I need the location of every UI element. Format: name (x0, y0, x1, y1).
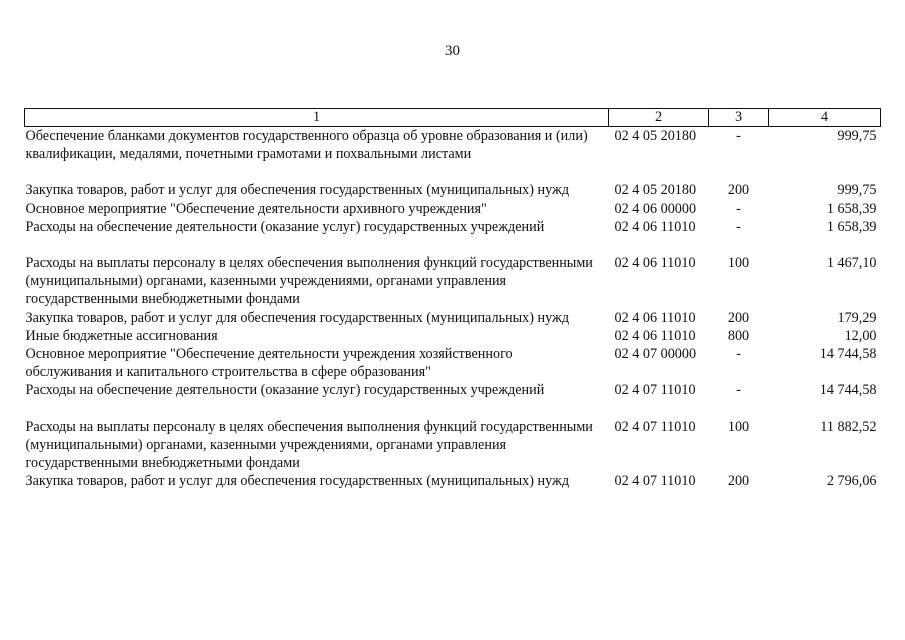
row-name: Закупка товаров, работ и услуг для обеспечения государственных (муниципальных) нужд (25, 473, 570, 490)
row-expense-type: 100 (727, 418, 750, 435)
row-expense-type: - (736, 382, 741, 399)
row-amount: 2 796,06 (826, 473, 877, 490)
row-name: Основное мероприятие "Обеспечение деятельности архивного учреждения" (25, 200, 487, 217)
row-amount: 999,75 (837, 182, 877, 199)
row-name: Закупка товаров, работ и услуг для обеспечения государственных (муниципальных) нужд (25, 182, 570, 199)
row-amount: 1 658,39 (826, 200, 877, 217)
budget-table (24, 108, 881, 490)
row-code: 02 4 06 11010 (614, 255, 696, 272)
header-col-3: 3 (709, 109, 769, 127)
header-col-1: 1 (25, 109, 609, 127)
row-name: Расходы на обеспечение деятельности (оказание услуг) государственных учреждений (25, 218, 545, 235)
row-code: 02 4 06 00000 (614, 200, 697, 217)
table-row (25, 345, 881, 381)
table-row (25, 127, 881, 182)
row-name: Расходы на выплаты персоналу в целях обеспечения выполнения функций государственными (муниципальными) органами, казенными учреждениями, органами управления государственными внебюджетными фондами (25, 418, 593, 472)
page-number: 30 (445, 43, 460, 59)
row-amount: 1 658,39 (826, 218, 877, 235)
row-code: 02 4 07 11010 (614, 473, 696, 490)
table-body (25, 127, 881, 491)
header-row (25, 109, 881, 127)
row-expense-type: 200 (727, 473, 750, 490)
row-amount: 11 882,52 (820, 418, 877, 435)
table-header (25, 109, 881, 127)
row-name: Обеспечение бланками документов государственного образца об уровне образования и (или) квалификации, медалями, почетными грамотами и похвальными листами (25, 128, 588, 163)
row-expense-type: 800 (727, 327, 750, 344)
table-row (25, 327, 881, 345)
header-col-2: 2 (609, 109, 709, 127)
table-row (25, 472, 881, 490)
row-code: 02 4 06 11010 (614, 309, 696, 326)
row-amount: 999,75 (837, 128, 877, 144)
row-expense-type: 100 (727, 255, 750, 272)
row-name: Расходы на обеспечение деятельности (оказание услуг) государственных учреждений (25, 382, 545, 399)
header-col-4: 4 (769, 109, 881, 127)
row-name: Основное мероприятие "Обеспечение деятельности учреждения хозяйственного обслуживания и капитального строительства в сфере образования" (25, 346, 513, 381)
table-row (25, 309, 881, 327)
row-name: Закупка товаров, работ и услуг для обеспечения государственных (муниципальных) нужд (25, 309, 570, 326)
row-code: 02 4 07 11010 (614, 382, 696, 399)
table-row (25, 254, 881, 309)
row-expense-type: 200 (727, 182, 750, 199)
row-expense-type: - (736, 218, 741, 235)
row-amount: 179,29 (837, 309, 877, 326)
table-row (25, 181, 881, 199)
table-row (25, 200, 881, 218)
row-name: Расходы на выплаты персоналу в целях обеспечения выполнения функций государственными (муниципальными) органами, казенными учреждениями, органами управления государственными внебюджетными фондами (25, 255, 593, 308)
row-code: 02 4 05 20180 (614, 182, 697, 199)
row-expense-type: - (736, 128, 741, 144)
row-amount: 14 744,58 (819, 346, 877, 363)
table-row (25, 381, 881, 417)
row-code: 02 4 07 11010 (614, 418, 696, 435)
row-amount: 12,00 (844, 327, 877, 344)
row-expense-type: - (736, 346, 741, 363)
row-code: 02 4 06 11010 (614, 218, 696, 235)
row-amount: 1 467,10 (826, 255, 877, 272)
row-code: 02 4 05 20180 (614, 128, 697, 144)
table-row (25, 418, 881, 473)
row-code: 02 4 06 11010 (614, 327, 696, 344)
row-amount: 14 744,58 (819, 382, 877, 399)
row-expense-type: 200 (727, 309, 750, 326)
row-code: 02 4 07 00000 (614, 346, 697, 363)
table-row (25, 218, 881, 254)
row-expense-type: - (736, 200, 741, 217)
row-name: Иные бюджетные ассигнования (25, 327, 218, 344)
